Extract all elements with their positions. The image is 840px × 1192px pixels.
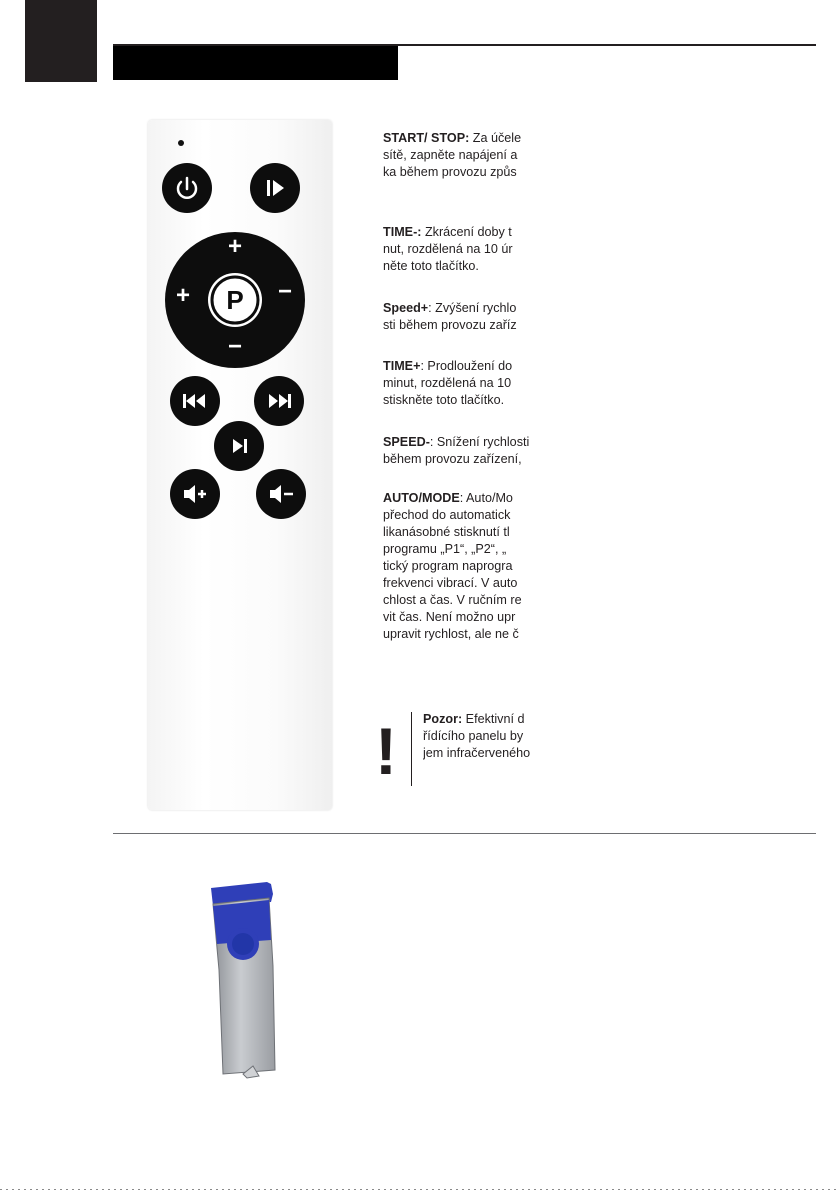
dpad-bottom-label: −: [227, 333, 243, 360]
play-pause-button: [250, 163, 300, 213]
time-minus-line-1: Zkrácení doby t: [421, 225, 512, 239]
volume-down-icon: [256, 469, 306, 519]
speed-plus-line-1: : Zvýšení rychlo: [428, 301, 517, 315]
skip-back-icon: [170, 376, 220, 426]
auto-mode-line-4: programu „P1“, „P2“, „: [383, 542, 507, 556]
warning-icon: [372, 712, 400, 780]
section-start-stop: [383, 130, 548, 181]
warning-line-3: jem infračerveného: [423, 746, 531, 760]
time-plus-label: TIME+: [383, 359, 421, 373]
warning-symbol: !: [375, 714, 397, 780]
speed-minus-label: SPEED-: [383, 435, 430, 449]
next-button: [254, 376, 304, 426]
start-stop-line-1: Za účele: [469, 131, 522, 145]
warning-line-1: Efektivní d: [462, 712, 525, 726]
page-corner-tab: [25, 0, 97, 82]
volume-down-button: [256, 469, 306, 519]
auto-mode-label: AUTO/MODE: [383, 491, 460, 505]
speed-minus-line-2: během provozu zařízení,: [383, 452, 522, 466]
time-minus-line-3: něte toto tlačítko.: [383, 259, 479, 273]
dpad-left-label: +: [175, 282, 191, 309]
speed-minus-line-1: : Snížení rychlosti: [429, 435, 530, 449]
auto-mode-line-5: tický program naprogra: [383, 559, 513, 573]
volume-up-button: [170, 469, 220, 519]
auto-mode-line-2: přechod do automatick: [383, 508, 511, 522]
play-icon: [214, 421, 264, 471]
auto-mode-line-7: chlost a čas. V ručním re: [383, 593, 522, 607]
usb-drive-icon: [207, 880, 287, 1080]
skip-forward-icon: [254, 376, 304, 426]
dpad-right-label: −: [277, 278, 293, 305]
time-plus-line-2: minut, rozdělená na 10: [383, 376, 512, 390]
start-stop-label: START/ STOP:: [383, 131, 470, 145]
start-stop-line-2: sítě, zapněte napájení a: [383, 148, 518, 162]
warning-text: [423, 711, 548, 762]
bottom-dashed-line: [0, 1189, 840, 1190]
speed-plus-line-2: sti během provozu zaříz: [383, 318, 517, 332]
section-speed-minus: [383, 434, 548, 468]
dpad-graphic: [165, 232, 305, 368]
time-plus-line-3: stiskněte toto tlačítko.: [383, 393, 505, 407]
warning-line-2: řídícího panelu by: [423, 729, 524, 743]
volume-up-icon: [170, 469, 220, 519]
time-minus-label: TIME-:: [383, 225, 422, 239]
play-button: [214, 421, 264, 471]
dpad-center-label: P: [226, 285, 244, 315]
warning-divider: [411, 712, 412, 786]
header-bar: [113, 46, 398, 80]
section-time-plus: [383, 358, 548, 409]
auto-mode-line-9: upravit rychlost, ale ne č: [383, 627, 519, 641]
power-button: [162, 163, 212, 213]
ir-sensor: [178, 140, 184, 146]
play-pause-icon: [250, 163, 300, 213]
warning-label: Pozor:: [423, 712, 463, 726]
power-icon: [162, 163, 212, 213]
auto-mode-line-6: frekvenci vibrací. V auto: [383, 576, 518, 590]
section-speed-plus: [383, 300, 548, 334]
start-stop-line-3: ka během provozu způs: [383, 165, 517, 179]
section-auto-mode: [383, 490, 548, 643]
section-divider: [113, 833, 816, 834]
previous-button: [170, 376, 220, 426]
time-minus-line-2: nut, rozdělená na 10 úr: [383, 242, 513, 256]
auto-mode-line-3: likanásobné stisknutí tl: [383, 525, 510, 539]
dpad: [165, 232, 305, 368]
section-time-minus: [383, 224, 548, 275]
auto-mode-line-1: : Auto/Mo: [459, 491, 513, 505]
dpad-top-label: +: [227, 233, 243, 260]
auto-mode-line-8: vit čas. Není možno upr: [383, 610, 516, 624]
speed-plus-label: Speed+: [383, 301, 429, 315]
time-plus-line-1: : Prodloužení do: [420, 359, 513, 373]
